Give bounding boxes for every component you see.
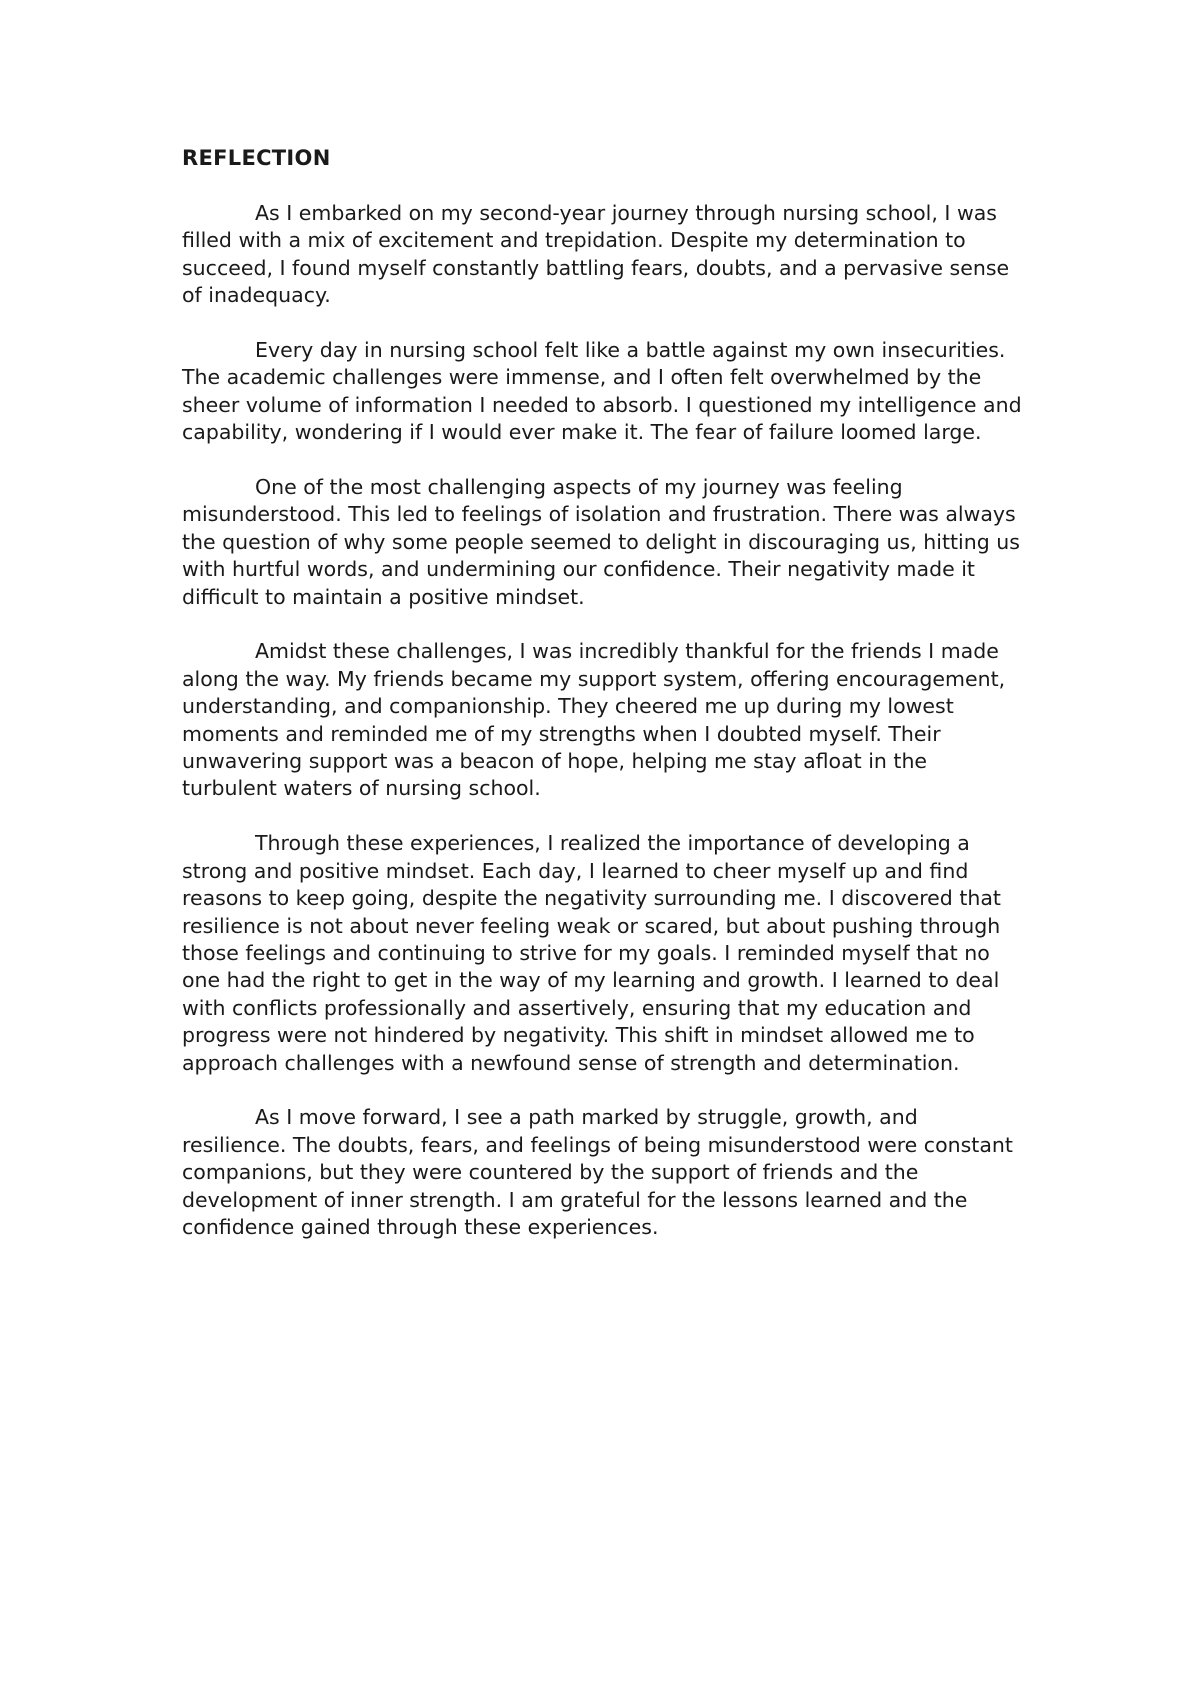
paragraph-5: Through these experiences, I realized the importance of developing a strong and positive mindset. Each day, I learned to cheer myself up and find reasons to keep going, despite the negativity surrounding me. I discovered that resilience is not about never feeling weak or scared, but about pushing through those feelings and continuing to strive for my goals. I reminded myself that no one had the right to get in the way of my learning and growth. I learned to deal with conflicts professionally and assertively, ensuring that my education and progress were not hindered by negativity. This shift in mindset allowed me to approach challenges with a newfound sense of strength and determination.	[182, 831, 1001, 1075]
paragraph-1: As I embarked on my second-year journey through nursing school, I was filled with a mix of excitement and trepidation. Despite my determination to succeed, I found myself constantly battling fears, doubts, and a pervasive sense of inadequacy.	[182, 201, 1010, 308]
paragraph-3: One of the most challenging aspects of my journey was feeling misunderstood. This led to feelings of isolation and frustration. There was always the question of why some people seemed to delight in discouraging us, hitting us with hurtful words, and undermining our confidence. Their negativity made it difficult to maintain a positive mindset.	[182, 475, 1020, 609]
page-title: REFLECTION	[182, 146, 331, 170]
paragraph-6: As I move forward, I see a path marked by struggle, growth, and resilience. The doubts, fears, and feelings of being misunderstood were constant companions, but they were countered by the support of friends and the development of inner strength. I am grateful for the lessons learned and the confidence gained through these experiences.	[182, 1105, 1013, 1239]
paragraph-4: Amidst these challenges, I was incredibly thankful for the friends I made along the way. My friends became my support system, offering encouragement, understanding, and companionship. They cheered me up during my lowest moments and reminded me of my strengths when I doubted myself. Their unwavering support was a beacon of hope, helping me stay afloat in the turbulent waters of nursing school.	[182, 639, 1006, 801]
document-body	[182, 144, 1027, 1269]
paragraph-2: Every day in nursing school felt like a battle against my own insecurities. The academic challenges were immense, and I often felt overwhelmed by the sheer volume of information I needed to absorb. I questioned my intelligence and capability, wondering if I would ever make it. The fear of failure loomed large.	[182, 338, 1022, 445]
